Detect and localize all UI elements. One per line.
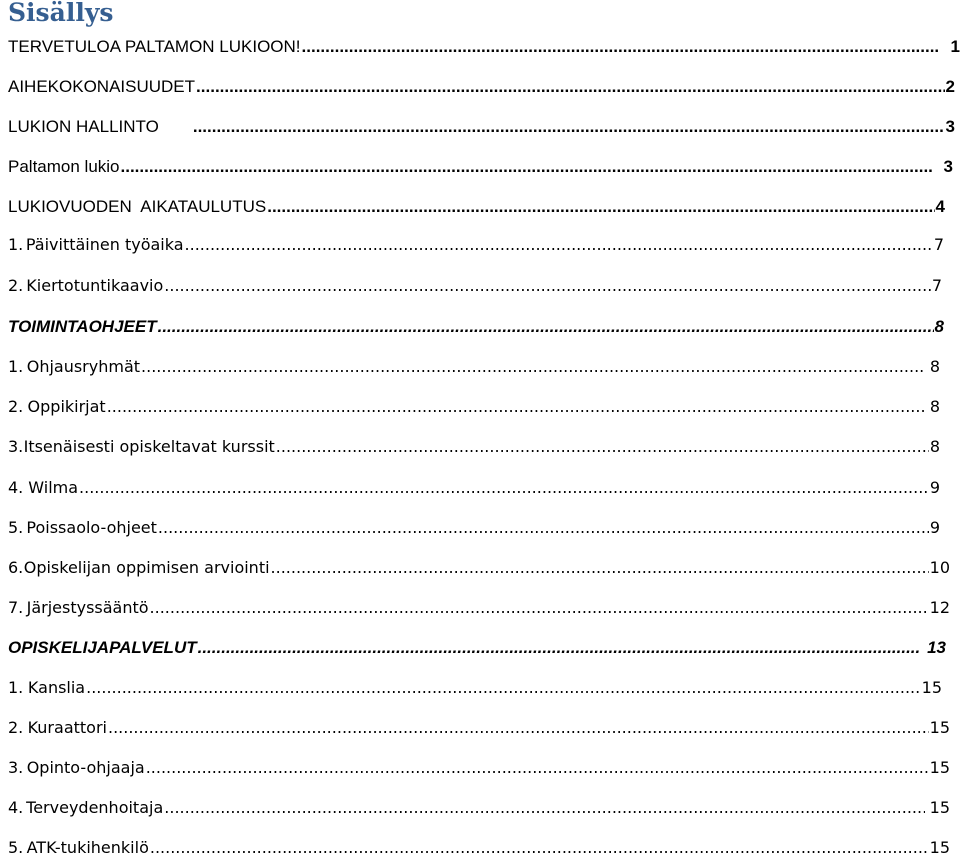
toc-entry-label: Kanslia <box>27 678 86 697</box>
toc-entry-label: Poissaolo-ohjeet <box>26 518 157 537</box>
toc-entry-number: 2. <box>8 397 24 416</box>
toc-entry-page: 9 <box>929 478 940 497</box>
toc-entry-label: Opiskelijan oppimisen arviointi <box>23 558 270 577</box>
toc-entry[interactable] <box>8 516 940 540</box>
toc-entry[interactable] <box>8 35 960 59</box>
dot-leader <box>158 516 929 540</box>
toc-entry-page: 8 <box>929 357 940 376</box>
dot-leader <box>198 636 920 660</box>
dot-leader <box>164 274 931 298</box>
toc-entry-label: Kiertotuntikaavio <box>26 276 164 295</box>
toc-entry-page: 7 <box>933 235 944 254</box>
toc-entry-label: TERVETULOA PALTAMON LUKIOON! <box>8 37 301 56</box>
dot-leader <box>196 75 944 99</box>
toc-entry-page: 3 <box>945 117 955 136</box>
toc-entry[interactable] <box>8 355 940 379</box>
toc-entry-label: Kuraattori <box>27 718 107 737</box>
toc-entry-number: 7. <box>8 598 24 617</box>
toc-entry[interactable] <box>8 155 953 179</box>
toc-entry[interactable] <box>8 435 940 459</box>
dot-leader <box>86 676 921 700</box>
toc-entry-label: Opinto-ohjaaja <box>26 758 145 777</box>
toc-entry[interactable] <box>8 636 946 660</box>
toc-entry[interactable] <box>8 195 945 219</box>
dot-leader <box>108 716 929 740</box>
toc-entry-page: 15 <box>921 678 942 697</box>
dot-leader <box>276 435 929 459</box>
dot-leader <box>146 756 929 780</box>
toc-entry-number: 1. <box>8 678 24 697</box>
toc-entry-label: AIHEKOKONAISUUDET <box>8 77 196 96</box>
toc-entry[interactable] <box>8 233 944 257</box>
toc-title: Sisällys <box>8 0 114 27</box>
dot-leader <box>158 315 934 339</box>
toc-entry[interactable] <box>8 115 955 139</box>
dot-leader <box>164 796 924 820</box>
toc-entry-page: 12 <box>929 598 950 617</box>
dot-leader <box>193 115 945 139</box>
toc-entry-number: 2. <box>8 276 24 295</box>
dot-leader <box>185 233 933 257</box>
dot-leader <box>302 35 940 59</box>
toc-entry-page: 15 <box>929 718 950 737</box>
toc-entry[interactable] <box>8 836 950 860</box>
toc-entry-label: LUKION HALLINTO <box>8 117 159 136</box>
toc-entry-label: Itsenäisesti opiskeltavat kurssit <box>23 437 275 456</box>
toc-entry-page: 10 <box>929 558 950 577</box>
toc-entry-number: 4. <box>8 478 24 497</box>
toc-entry-page: 7 <box>931 276 942 295</box>
toc-entry-page: 8 <box>934 317 944 336</box>
toc-entry-number: 5. <box>8 518 24 537</box>
toc-entry-page: 4 <box>935 197 945 216</box>
toc-entry-page: 13 <box>927 638 946 657</box>
toc-entry-page: 15 <box>929 838 950 857</box>
toc-entry-label: Terveydenhoitaja <box>26 798 164 817</box>
toc-entry[interactable] <box>8 596 950 620</box>
toc-entry[interactable] <box>8 476 940 500</box>
toc-entry-label: Oppikirjat <box>27 397 106 416</box>
toc-entry-page: 15 <box>929 758 950 777</box>
toc-entry-label: Paltamon lukio <box>8 157 120 176</box>
toc-entry-label: TOIMINTAOHJEET <box>8 317 157 336</box>
dot-leader <box>107 395 925 419</box>
dot-leader <box>150 836 929 860</box>
toc-entry[interactable] <box>8 75 955 99</box>
toc-entry-number: 3. <box>8 758 24 777</box>
toc-entry-label: Wilma <box>28 478 79 497</box>
dot-leader <box>141 355 925 379</box>
toc-entry[interactable] <box>8 756 950 780</box>
toc-entry-label: Ohjausryhmät <box>26 357 141 376</box>
toc-entry[interactable] <box>8 556 950 580</box>
toc-entry-page: 8 <box>929 437 940 456</box>
toc-entry-number: 3. <box>8 437 24 456</box>
toc-entry[interactable] <box>8 796 950 820</box>
toc-entry-label: Järjestyssääntö <box>26 598 149 617</box>
toc-entry-page: 3 <box>943 157 953 176</box>
toc-entry-page: 15 <box>929 798 950 817</box>
toc-entry[interactable] <box>8 716 950 740</box>
toc-entry-page: 2 <box>945 77 955 96</box>
toc-entry[interactable] <box>8 395 940 419</box>
toc-entry-page: 9 <box>929 518 940 537</box>
dot-leader <box>150 596 929 620</box>
toc-entry-number: 4. <box>8 798 24 817</box>
toc-entry-label: Päivittäinen työaika <box>25 235 184 254</box>
toc-entry-number: 2. <box>8 718 24 737</box>
toc-entry-number: 6. <box>8 558 24 577</box>
toc-entry-label: ATK-tukihenkilö <box>26 838 149 857</box>
toc-entry-number: 1. <box>8 235 24 254</box>
toc-entry[interactable] <box>8 274 942 298</box>
dot-leader <box>267 195 934 219</box>
toc-entry[interactable] <box>8 315 944 339</box>
toc-entry-number: 1. <box>8 357 24 376</box>
toc-entry[interactable] <box>8 676 942 700</box>
toc-entry-number: 5. <box>8 838 24 857</box>
toc-entry-label: OPISKELIJAPALVELUT <box>8 638 197 657</box>
toc-entry-page: 8 <box>929 397 940 416</box>
dot-leader <box>271 556 929 580</box>
toc-entry-page: 1 <box>950 37 960 56</box>
toc-entry-label: LUKIOVUODEN AIKATAULUTUS <box>8 197 267 216</box>
dot-leader <box>79 476 929 500</box>
dot-leader <box>121 155 933 179</box>
